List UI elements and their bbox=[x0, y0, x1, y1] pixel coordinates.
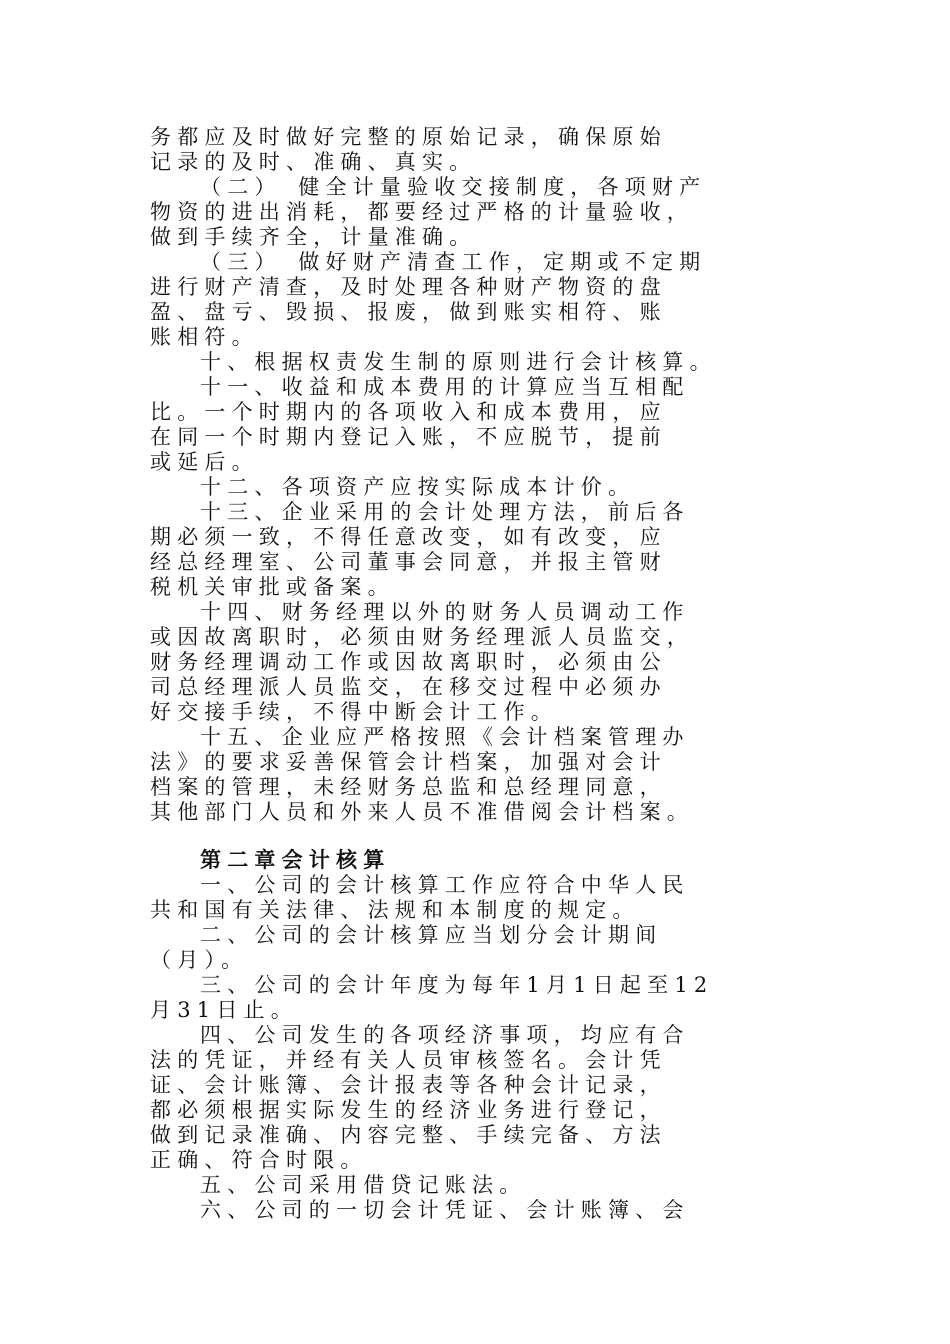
text-line: 做到手续齐全，计量准确。 bbox=[150, 225, 477, 249]
text-line: 好交接手续，不得中断会计工作。 bbox=[150, 700, 558, 724]
text-line: 比。一个时期内的各项收入和成本费用，应 bbox=[150, 400, 667, 424]
text-line: 十一、收益和成本费用的计算应当互相配 bbox=[200, 375, 690, 399]
text-line: 盈、盘亏、毁损、报废，做到账实相符、账 bbox=[150, 300, 667, 324]
text-line: 三、公司的会计年度为每年1月1日起至12 bbox=[200, 973, 714, 997]
text-line: 或因故离职时，必须由财务经理派人员监交， bbox=[150, 625, 694, 649]
text-line: 都必须根据实际发生的经济业务进行登记， bbox=[150, 1098, 667, 1122]
text-line: （二） 健全计量验收交接制度，各项财产 bbox=[200, 175, 707, 199]
text-line: 物资的进出消耗，都要经过严格的计量验收， bbox=[150, 200, 694, 224]
text-line: 共和国有关法律、法规和本制度的规定。 bbox=[150, 898, 640, 922]
text-line: 期必须一致，不得任意改变，如有改变，应 bbox=[150, 525, 667, 549]
text-line: 四、公司发生的各项经济事项，均应有合 bbox=[200, 1023, 690, 1047]
text-line: 十四、财务经理以外的财务人员调动工作 bbox=[200, 600, 690, 624]
text-line: 做到记录准确、内容完整、手续完备、方法 bbox=[150, 1123, 667, 1147]
text-line: 二、公司的会计核算应当划分会计期间 bbox=[200, 923, 663, 947]
text-line: 其他部门人员和外来人员不准借阅会计档案。 bbox=[150, 800, 694, 824]
text-line: 财务经理调动工作或因故离职时，必须由公 bbox=[150, 650, 667, 674]
text-line: 十三、企业采用的会计处理方法，前后各 bbox=[200, 500, 690, 524]
text-line: 法的凭证，并经有关人员审核签名。会计凭 bbox=[150, 1048, 667, 1072]
chapter-heading: 第二章会计核算 bbox=[200, 847, 391, 872]
text-line: （月）。 bbox=[150, 948, 249, 972]
text-line: 司总经理派人员监交，在移交过程中必须办 bbox=[150, 675, 667, 699]
text-line: （三） 做好财产清查工作，定期或不定期 bbox=[200, 250, 707, 274]
text-line: 务都应及时做好完整的原始记录，确保原始 bbox=[150, 125, 667, 149]
text-line: 进行财产清查，及时处理各种财产物资的盘 bbox=[150, 275, 667, 299]
text-line: 正确、符合时限。 bbox=[150, 1148, 368, 1172]
text-line: 账相符。 bbox=[150, 325, 259, 349]
text-line: 月31日止。 bbox=[150, 998, 298, 1022]
text-line: 在同一个时期内登记入账，不应脱节，提前 bbox=[150, 425, 667, 449]
text-line: 十二、各项资产应按实际成本计价。 bbox=[200, 475, 636, 499]
text-line: 经总经理室、公司董事会同意，并报主管财 bbox=[150, 550, 667, 574]
text-line: 档案的管理，未经财务总监和总经理同意， bbox=[150, 775, 667, 799]
text-line: 法》的要求妥善保管会计档案，加强对会计 bbox=[150, 750, 667, 774]
text-line: 五、公司采用借贷记账法。 bbox=[200, 1173, 527, 1197]
text-line: 证、会计账簿、会计报表等各种会计记录， bbox=[150, 1073, 667, 1097]
text-line: 十、根据权责发生制的原则进行会计核算。 bbox=[200, 350, 717, 374]
text-line: 税机关审批或备案。 bbox=[150, 575, 395, 599]
text-line: 一、公司的会计核算工作应符合中华人民 bbox=[200, 873, 690, 897]
text-line: 或延后。 bbox=[150, 450, 259, 474]
text-line: 十五、企业应严格按照《会计档案管理办 bbox=[200, 725, 690, 749]
text-line: 六、公司的一切会计凭证、会计账簿、会 bbox=[200, 1198, 690, 1222]
text-line: 记录的及时、准确、真实。 bbox=[150, 150, 477, 174]
